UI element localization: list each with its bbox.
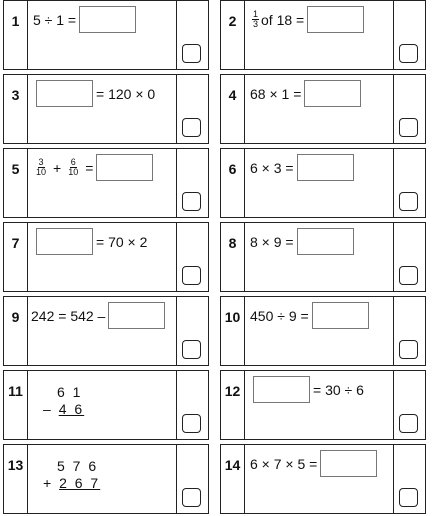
- question-number: 9: [4, 297, 28, 365]
- answer-box[interactable]: [79, 6, 136, 33]
- answer-box[interactable]: [312, 302, 369, 329]
- question-text: 6 × 7 × 5 =: [250, 455, 318, 472]
- question-card-10: [220, 296, 426, 366]
- check-box[interactable]: [182, 44, 201, 63]
- fraction-denominator: 3: [253, 19, 259, 29]
- question-content: [29, 149, 176, 217]
- fraction-numerator: 6: [70, 157, 76, 167]
- answer-box[interactable]: [108, 302, 165, 329]
- check-box[interactable]: [399, 414, 418, 433]
- check-box[interactable]: [182, 118, 201, 137]
- check-box[interactable]: [182, 488, 201, 507]
- top-number: 5 7 6: [57, 458, 99, 474]
- column-subtraction: [43, 384, 84, 418]
- question-number: 12: [221, 371, 245, 439]
- question-content: [29, 445, 176, 513]
- equals-sign: =: [85, 159, 94, 176]
- question-number: 4: [221, 75, 245, 143]
- answer-box[interactable]: [253, 376, 310, 403]
- question-text: = 70 × 2: [96, 233, 148, 250]
- check-box[interactable]: [182, 192, 201, 211]
- mark-column: [393, 223, 425, 291]
- fraction: [67, 158, 79, 177]
- question-card-2: [220, 0, 426, 70]
- mark-column: [176, 149, 208, 217]
- answer-box[interactable]: [304, 80, 361, 107]
- question-card-14: [220, 444, 426, 514]
- question-text: 8 × 9 =: [250, 233, 294, 250]
- mark-column: [393, 75, 425, 143]
- question-content: [29, 223, 176, 291]
- top-number: 6 1: [57, 384, 83, 400]
- question-number: 7: [4, 223, 28, 291]
- answer-box[interactable]: [307, 6, 364, 33]
- question-content: [246, 371, 393, 439]
- question-number: 11: [4, 371, 28, 439]
- fraction-numerator: 3: [38, 157, 44, 167]
- question-number: 13: [4, 445, 28, 513]
- question-card-8: [220, 222, 426, 292]
- question-number: 6: [221, 149, 245, 217]
- question-card-3: [3, 74, 209, 144]
- question-number: 8: [221, 223, 245, 291]
- column-addition: [43, 458, 100, 492]
- answer-box[interactable]: [36, 228, 93, 255]
- mark-column: [176, 223, 208, 291]
- fraction-numerator: 1: [253, 9, 259, 19]
- bottom-number: 4 6: [58, 401, 85, 417]
- check-box[interactable]: [182, 266, 201, 285]
- answer-box[interactable]: [297, 228, 354, 255]
- question-text: = 120 × 0: [96, 85, 156, 102]
- question-content: [29, 297, 176, 365]
- question-content: [29, 75, 176, 143]
- question-card-9: [3, 296, 209, 366]
- check-box[interactable]: [182, 340, 201, 359]
- question-text: = 30 ÷ 6: [313, 381, 364, 398]
- mark-column: [176, 75, 208, 143]
- question-content: [29, 371, 176, 439]
- answer-box[interactable]: [96, 154, 153, 181]
- question-content: [246, 149, 393, 217]
- mark-column: [393, 149, 425, 217]
- question-content: [246, 445, 393, 513]
- question-text: of 18 =: [261, 11, 305, 28]
- operator: +: [43, 475, 54, 491]
- question-card-5: [3, 148, 209, 218]
- question-content: [246, 75, 393, 143]
- mark-column: [393, 445, 425, 513]
- question-text: 450 ÷ 9 =: [250, 307, 309, 324]
- question-content: [246, 1, 393, 69]
- answer-box[interactable]: [36, 80, 93, 107]
- question-card-6: [220, 148, 426, 218]
- mark-column: [393, 1, 425, 69]
- question-text: 5 ÷ 1 =: [33, 11, 77, 28]
- answer-box[interactable]: [297, 154, 354, 181]
- question-content: [246, 223, 393, 291]
- question-number: 3: [4, 75, 28, 143]
- question-number: 1: [4, 1, 28, 69]
- mark-column: [176, 1, 208, 69]
- fraction: [35, 158, 47, 177]
- check-box[interactable]: [399, 44, 418, 63]
- answer-box[interactable]: [320, 450, 377, 477]
- check-box[interactable]: [399, 192, 418, 211]
- question-number: 2: [221, 1, 245, 69]
- check-box[interactable]: [399, 266, 418, 285]
- question-card-13: [3, 444, 209, 514]
- question-number: 14: [221, 445, 245, 513]
- check-box[interactable]: [399, 118, 418, 137]
- question-card-7: [3, 222, 209, 292]
- mark-column: [393, 297, 425, 365]
- mark-column: [176, 445, 208, 513]
- question-card-4: [220, 74, 426, 144]
- plus-sign: +: [53, 159, 62, 176]
- fraction-denominator: 10: [68, 167, 79, 177]
- question-card-1: [3, 0, 209, 70]
- fraction-denominator: 10: [36, 167, 47, 177]
- fraction: [252, 10, 259, 29]
- question-text: 242 = 542 –: [31, 307, 106, 324]
- question-content: [246, 297, 393, 365]
- question-text: 6 × 3 =: [250, 159, 294, 176]
- check-box[interactable]: [399, 488, 418, 507]
- check-box[interactable]: [399, 340, 418, 359]
- question-number: 5: [4, 149, 28, 217]
- mark-column: [393, 371, 425, 439]
- question-content: [29, 1, 176, 69]
- mark-column: [176, 297, 208, 365]
- mark-column: [176, 371, 208, 439]
- question-number: 10: [221, 297, 245, 365]
- bottom-number: 2 6 7: [59, 475, 101, 491]
- operator: –: [43, 401, 53, 417]
- question-card-12: [220, 370, 426, 440]
- check-box[interactable]: [182, 414, 201, 433]
- question-card-11: [3, 370, 209, 440]
- question-text: 68 × 1 =: [250, 85, 302, 102]
